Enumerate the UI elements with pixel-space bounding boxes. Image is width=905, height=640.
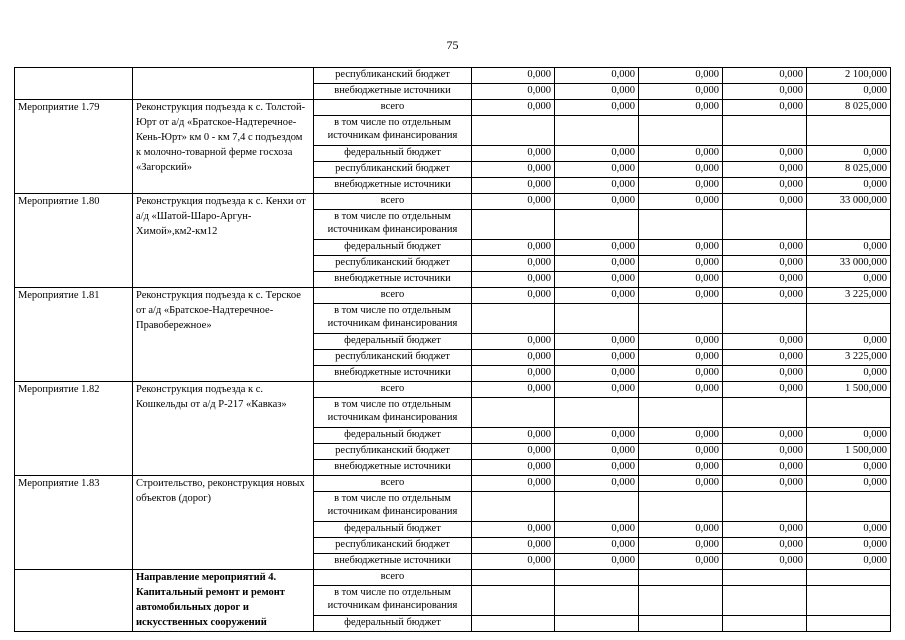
amount-cell: 1 500,000 (807, 444, 891, 460)
amount-cell: 0,000 (639, 240, 723, 256)
funding-source-cell: в том числе по отдельным источникам финансирования (314, 492, 472, 522)
table-body (15, 68, 891, 632)
amount-cell: 8 025,000 (807, 100, 891, 116)
amount-cell (555, 570, 639, 586)
amount-cell: 0,000 (555, 538, 639, 554)
measure-name-cell: Мероприятие 1.82 (15, 382, 133, 476)
amount-cell: 0,000 (639, 84, 723, 100)
amount-cell: 0,000 (639, 256, 723, 272)
funding-source-cell: всего (314, 100, 472, 116)
amount-cell: 0,000 (472, 84, 555, 100)
amount-cell: 0,000 (555, 554, 639, 570)
amount-cell: 0,000 (639, 538, 723, 554)
amount-cell: 0,000 (807, 460, 891, 476)
amount-cell: 0,000 (723, 366, 807, 382)
measure-description-cell: Направление мероприятий 4. Капитальный ремонт и ремонт автомобильных дорог и искусственных сооружений (133, 570, 314, 632)
amount-cell (723, 570, 807, 586)
measure-description-cell (133, 68, 314, 100)
amount-cell: 0,000 (555, 194, 639, 210)
amount-cell: 0,000 (555, 146, 639, 162)
amount-cell: 0,000 (555, 334, 639, 350)
measure-name-cell: Мероприятие 1.80 (15, 194, 133, 288)
funding-source-cell: в том числе по отдельным источникам финансирования (314, 116, 472, 146)
amount-cell (639, 616, 723, 632)
amount-cell: 0,000 (723, 350, 807, 366)
amount-cell (639, 492, 723, 522)
amount-cell: 0,000 (555, 288, 639, 304)
funding-source-cell: внебюджетные источники (314, 554, 472, 570)
amount-cell: 0,000 (639, 146, 723, 162)
table-row (15, 476, 891, 492)
measure-name-cell: Мероприятие 1.81 (15, 288, 133, 382)
amount-cell (639, 210, 723, 240)
amount-cell (639, 398, 723, 428)
amount-cell: 3 225,000 (807, 350, 891, 366)
amount-cell (472, 398, 555, 428)
amount-cell: 0,000 (807, 334, 891, 350)
funding-source-cell: в том числе по отдельным источникам финансирования (314, 304, 472, 334)
amount-cell: 0,000 (555, 68, 639, 84)
amount-cell: 0,000 (723, 100, 807, 116)
budget-table (14, 67, 891, 632)
amount-cell (639, 116, 723, 146)
amount-cell: 0,000 (807, 366, 891, 382)
measure-name-cell: Мероприятие 1.83 (15, 476, 133, 570)
amount-cell: 0,000 (723, 554, 807, 570)
amount-cell (807, 586, 891, 616)
amount-cell: 0,000 (555, 428, 639, 444)
funding-source-cell: республиканский бюджет (314, 162, 472, 178)
amount-cell: 0,000 (555, 256, 639, 272)
amount-cell: 0,000 (472, 100, 555, 116)
amount-cell: 0,000 (472, 538, 555, 554)
amount-cell: 0,000 (807, 476, 891, 492)
amount-cell: 0,000 (807, 522, 891, 538)
funding-source-cell: федеральный бюджет (314, 428, 472, 444)
amount-cell: 0,000 (555, 382, 639, 398)
amount-cell: 2 100,000 (807, 68, 891, 84)
amount-cell (807, 492, 891, 522)
measure-name-cell (15, 68, 133, 100)
amount-cell: 0,000 (807, 178, 891, 194)
measure-description-cell: Реконструкция подъезда к с. Терское от а/д «Братское-Надтеречное-Правобережное» (133, 288, 314, 382)
amount-cell: 0,000 (807, 146, 891, 162)
amount-cell: 0,000 (555, 444, 639, 460)
amount-cell: 0,000 (723, 178, 807, 194)
amount-cell (555, 304, 639, 334)
amount-cell: 0,000 (472, 476, 555, 492)
amount-cell: 0,000 (723, 428, 807, 444)
amount-cell: 0,000 (723, 256, 807, 272)
amount-cell: 0,000 (807, 428, 891, 444)
amount-cell: 0,000 (472, 444, 555, 460)
amount-cell: 0,000 (472, 162, 555, 178)
amount-cell: 0,000 (472, 178, 555, 194)
amount-cell: 0,000 (639, 334, 723, 350)
amount-cell: 0,000 (472, 382, 555, 398)
measure-name-cell: Мероприятие 1.79 (15, 100, 133, 194)
measure-description-cell: Реконструкция подъезда к с. Толстой-Юрт от а/д «Братское-Надтеречное-Кень-Юрт» км 0 - км 7,4 с подъездом к молочно-товарной ферме госхоза «Загорский» (133, 100, 314, 194)
amount-cell (555, 116, 639, 146)
amount-cell: 0,000 (555, 522, 639, 538)
funding-source-cell: всего (314, 382, 472, 398)
amount-cell: 0,000 (807, 84, 891, 100)
amount-cell: 0,000 (472, 272, 555, 288)
amount-cell (723, 492, 807, 522)
amount-cell: 0,000 (723, 476, 807, 492)
amount-cell: 0,000 (639, 178, 723, 194)
table-row (15, 570, 891, 586)
amount-cell: 0,000 (639, 444, 723, 460)
amount-cell: 0,000 (472, 68, 555, 84)
amount-cell: 0,000 (639, 382, 723, 398)
amount-cell (807, 116, 891, 146)
funding-source-cell: всего (314, 194, 472, 210)
amount-cell: 3 225,000 (807, 288, 891, 304)
amount-cell: 0,000 (555, 178, 639, 194)
amount-cell: 0,000 (723, 382, 807, 398)
funding-source-cell: федеральный бюджет (314, 522, 472, 538)
amount-cell (555, 586, 639, 616)
amount-cell: 0,000 (639, 350, 723, 366)
amount-cell: 0,000 (555, 100, 639, 116)
amount-cell: 0,000 (472, 428, 555, 444)
amount-cell: 0,000 (472, 256, 555, 272)
amount-cell: 0,000 (472, 350, 555, 366)
funding-source-cell: всего (314, 288, 472, 304)
amount-cell: 0,000 (639, 522, 723, 538)
amount-cell (639, 586, 723, 616)
amount-cell: 0,000 (639, 68, 723, 84)
funding-source-cell: федеральный бюджет (314, 334, 472, 350)
funding-source-cell: в том числе по отдельным источникам финансирования (314, 398, 472, 428)
amount-cell: 0,000 (723, 288, 807, 304)
amount-cell (472, 586, 555, 616)
amount-cell (472, 570, 555, 586)
amount-cell: 0,000 (472, 522, 555, 538)
amount-cell: 0,000 (639, 194, 723, 210)
funding-source-cell: республиканский бюджет (314, 68, 472, 84)
funding-source-cell: внебюджетные источники (314, 272, 472, 288)
amount-cell: 0,000 (723, 194, 807, 210)
amount-cell (555, 210, 639, 240)
amount-cell (472, 116, 555, 146)
amount-cell: 1 500,000 (807, 382, 891, 398)
amount-cell: 0,000 (555, 460, 639, 476)
funding-source-cell: республиканский бюджет (314, 256, 472, 272)
measure-description-cell: Реконструкция подъезда к с. Кенхи от а/д «Шатой-Шаро-Аргун-Химой»,км2-км12 (133, 194, 314, 288)
amount-cell: 0,000 (723, 240, 807, 256)
measure-description-cell: Строительство, реконструкция новых объектов (дорог) (133, 476, 314, 570)
funding-source-cell: всего (314, 570, 472, 586)
amount-cell: 8 025,000 (807, 162, 891, 178)
amount-cell: 0,000 (472, 366, 555, 382)
amount-cell (472, 210, 555, 240)
amount-cell: 0,000 (639, 288, 723, 304)
table-row (15, 382, 891, 398)
amount-cell: 0,000 (723, 538, 807, 554)
funding-source-cell: республиканский бюджет (314, 350, 472, 366)
funding-source-cell: в том числе по отдельным источникам финансирования (314, 586, 472, 616)
amount-cell: 0,000 (639, 272, 723, 288)
funding-source-cell: федеральный бюджет (314, 240, 472, 256)
table-row (15, 194, 891, 210)
amount-cell: 0,000 (807, 538, 891, 554)
amount-cell: 0,000 (555, 272, 639, 288)
amount-cell (807, 304, 891, 334)
amount-cell (723, 586, 807, 616)
page-number: 75 (446, 38, 459, 52)
amount-cell: 33 000,000 (807, 194, 891, 210)
amount-cell (807, 616, 891, 632)
funding-source-cell: внебюджетные источники (314, 460, 472, 476)
amount-cell: 0,000 (639, 428, 723, 444)
amount-cell (807, 210, 891, 240)
amount-cell: 0,000 (723, 334, 807, 350)
amount-cell: 0,000 (723, 68, 807, 84)
funding-source-cell: внебюджетные источники (314, 178, 472, 194)
amount-cell: 0,000 (555, 162, 639, 178)
amount-cell: 33 000,000 (807, 256, 891, 272)
amount-cell: 0,000 (472, 194, 555, 210)
amount-cell (555, 492, 639, 522)
amount-cell (472, 304, 555, 334)
funding-source-cell: федеральный бюджет (314, 616, 472, 632)
amount-cell (639, 570, 723, 586)
amount-cell: 0,000 (472, 554, 555, 570)
amount-cell: 0,000 (472, 288, 555, 304)
funding-source-cell: всего (314, 476, 472, 492)
amount-cell: 0,000 (472, 146, 555, 162)
amount-cell: 0,000 (472, 460, 555, 476)
amount-cell: 0,000 (555, 84, 639, 100)
amount-cell: 0,000 (723, 84, 807, 100)
amount-cell (555, 616, 639, 632)
amount-cell: 0,000 (807, 272, 891, 288)
amount-cell (807, 398, 891, 428)
funding-source-cell: республиканский бюджет (314, 538, 472, 554)
amount-cell: 0,000 (639, 554, 723, 570)
measure-description-cell: Реконструкция подъезда к с. Кошкельды от а/д Р-217 «Кавказ» (133, 382, 314, 476)
table-row (15, 100, 891, 116)
amount-cell: 0,000 (472, 240, 555, 256)
amount-cell: 0,000 (723, 522, 807, 538)
table-row (15, 288, 891, 304)
amount-cell: 0,000 (639, 162, 723, 178)
amount-cell (723, 616, 807, 632)
amount-cell: 0,000 (555, 240, 639, 256)
measure-name-cell (15, 570, 133, 632)
amount-cell: 0,000 (639, 476, 723, 492)
amount-cell: 0,000 (639, 460, 723, 476)
amount-cell: 0,000 (472, 334, 555, 350)
amount-cell (472, 616, 555, 632)
amount-cell (639, 304, 723, 334)
amount-cell (723, 398, 807, 428)
amount-cell: 0,000 (723, 444, 807, 460)
table-row (15, 68, 891, 84)
funding-source-cell: республиканский бюджет (314, 444, 472, 460)
amount-cell: 0,000 (555, 476, 639, 492)
amount-cell (723, 210, 807, 240)
funding-source-cell: в том числе по отдельным источникам финансирования (314, 210, 472, 240)
amount-cell: 0,000 (723, 272, 807, 288)
funding-source-cell: внебюджетные источники (314, 84, 472, 100)
amount-cell (723, 304, 807, 334)
amount-cell: 0,000 (807, 554, 891, 570)
funding-source-cell: внебюджетные источники (314, 366, 472, 382)
amount-cell: 0,000 (723, 146, 807, 162)
amount-cell: 0,000 (723, 162, 807, 178)
amount-cell (723, 116, 807, 146)
amount-cell: 0,000 (555, 366, 639, 382)
amount-cell: 0,000 (639, 100, 723, 116)
amount-cell (555, 398, 639, 428)
amount-cell: 0,000 (555, 350, 639, 366)
amount-cell: 0,000 (807, 240, 891, 256)
funding-source-cell: федеральный бюджет (314, 146, 472, 162)
amount-cell (807, 570, 891, 586)
amount-cell: 0,000 (723, 460, 807, 476)
amount-cell: 0,000 (639, 366, 723, 382)
amount-cell (472, 492, 555, 522)
